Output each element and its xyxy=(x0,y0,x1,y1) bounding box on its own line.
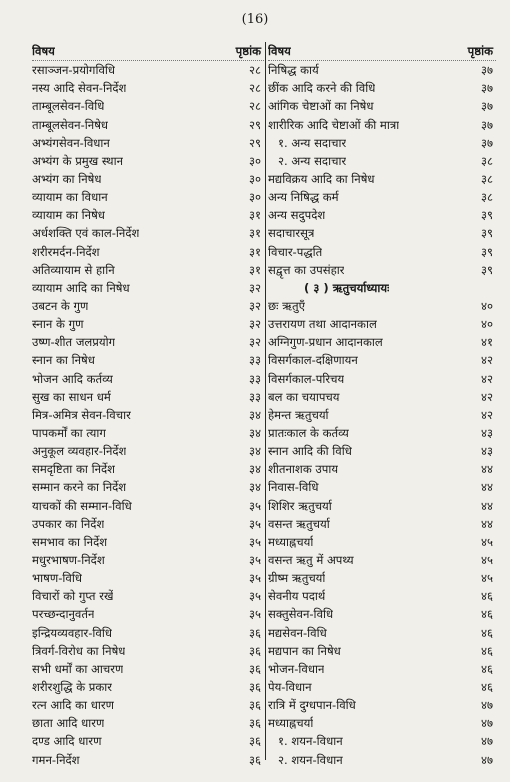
index-entry xyxy=(32,188,264,206)
index-entry xyxy=(32,642,264,660)
index-entry xyxy=(32,551,264,569)
index-entry xyxy=(32,624,264,642)
index-entry xyxy=(268,660,496,678)
index-entry xyxy=(32,315,264,333)
index-entry xyxy=(268,370,496,388)
entry-page-number: ३० xyxy=(248,190,261,205)
index-entry xyxy=(32,732,264,750)
entry-title: दण्ड आदि धारण xyxy=(32,734,102,749)
entry-title: व्यायाम का विधान xyxy=(32,190,108,205)
entry-title: पेय-विधान xyxy=(268,679,312,694)
index-entry xyxy=(32,460,264,478)
entry-title: हेमन्त ऋतुचर्या xyxy=(268,407,329,422)
entry-title: १. अन्य सदाचार xyxy=(278,135,347,150)
entry-page-number: ३५ xyxy=(248,498,261,513)
entry-page-number: ३५ xyxy=(248,571,261,586)
entry-page-number: ४६ xyxy=(480,661,493,676)
entry-page-number: ३६ xyxy=(248,734,261,749)
index-entry xyxy=(268,442,496,460)
entry-title: रत्न आदि का धारण xyxy=(32,698,114,713)
index-entry xyxy=(32,515,264,533)
entry-title: शिशिर ऋतुचर्या xyxy=(268,498,332,513)
entry-title: निवास-विधि xyxy=(268,480,319,495)
index-entry xyxy=(32,206,264,224)
index-entry xyxy=(268,243,496,261)
index-entry xyxy=(268,732,496,750)
entry-title: मद्यविक्रय आदि का निषेध xyxy=(268,172,375,187)
index-entry xyxy=(32,224,264,242)
entry-title: उष्ण-शीत जलप्रयोग xyxy=(32,335,116,350)
index-entry xyxy=(268,424,496,442)
entry-page-number: ४६ xyxy=(480,589,493,604)
page-heading: पृष्ठांक xyxy=(467,44,493,59)
index-entry xyxy=(268,61,496,79)
index-entry xyxy=(32,569,264,587)
entry-page-number: २८ xyxy=(248,63,261,78)
entry-title: स्नान के गुण xyxy=(32,317,84,332)
right-entry-list xyxy=(268,61,496,768)
entry-page-number: ४२ xyxy=(480,389,493,404)
entry-title: रसाञ्जन-प्रयोगविधि xyxy=(32,63,116,78)
entry-title: २. अन्य सदाचार xyxy=(278,153,347,168)
index-entry xyxy=(268,750,496,768)
entry-page-number: ३७ xyxy=(480,63,493,78)
index-entry xyxy=(32,297,264,315)
entry-title: मधुरभाषण-निर्देश xyxy=(32,553,105,567)
right-column xyxy=(268,42,496,769)
entry-page-number: ४५ xyxy=(480,571,493,586)
entry-title: परच्छन्दानुवर्तन xyxy=(32,607,95,622)
entry-title: सम्मान करने का निर्देश xyxy=(32,480,127,495)
entry-title: समदृष्टिता का निर्देश xyxy=(32,462,116,477)
entry-page-number: ३६ xyxy=(248,643,261,658)
entry-page-number: ४५ xyxy=(480,553,493,567)
entry-page-number: ३९ xyxy=(480,262,493,277)
index-entry xyxy=(32,97,264,115)
entry-title: उपकार का निर्देश xyxy=(32,516,105,531)
entry-title: स्नान का निषेध xyxy=(32,353,95,368)
entry-page-number: ३८ xyxy=(480,153,493,168)
entry-title: अन्य सदुपदेश xyxy=(268,208,326,223)
index-entry xyxy=(32,750,264,768)
entry-title: मद्यपान का निषेध xyxy=(268,643,341,658)
index-entry xyxy=(268,116,496,134)
entry-page-number: ४२ xyxy=(480,371,493,386)
entry-title: वसन्त ऋतु में अपथ्य xyxy=(268,553,354,567)
index-entry xyxy=(32,152,264,170)
entry-title: मध्याह्नचर्या xyxy=(268,716,314,731)
index-entry xyxy=(268,170,496,188)
entry-page-number: ४६ xyxy=(480,607,493,622)
entry-title: शारीरिक आदि चेष्टाओं की मात्रा xyxy=(268,117,400,132)
entry-page-number: ३३ xyxy=(248,389,261,404)
index-entry xyxy=(268,224,496,242)
entry-title: याचकों की सम्मान-विधि xyxy=(32,498,132,513)
entry-page-number: ४७ xyxy=(480,752,493,767)
entry-title: अभ्यंग का निषेध xyxy=(32,172,102,187)
left-entry-list xyxy=(32,61,264,768)
entry-title: छः ऋतुएँ xyxy=(268,299,306,314)
entry-page-number: ४२ xyxy=(480,353,493,368)
index-entry xyxy=(32,478,264,496)
left-column-header xyxy=(32,42,264,61)
index-entry xyxy=(32,605,264,623)
entry-title: सक्तुसेवन-विधि xyxy=(268,607,334,622)
entry-page-number: ३६ xyxy=(248,679,261,694)
entry-page-number: ३१ xyxy=(248,208,261,223)
index-entry xyxy=(268,333,496,351)
entry-title: अर्धशक्ति एवं काल-निर्देश xyxy=(32,226,140,241)
index-entry xyxy=(268,515,496,533)
entry-title: सभी धर्मों का आचरण xyxy=(32,661,124,676)
entry-title: छाता आदि धारण xyxy=(32,716,105,731)
index-entry xyxy=(32,333,264,351)
entry-title: विचार-पद्धति xyxy=(268,244,323,259)
index-entry xyxy=(268,351,496,369)
entry-page-number: ३६ xyxy=(248,716,261,731)
index-entry xyxy=(268,642,496,660)
entry-page-number: ३५ xyxy=(248,516,261,531)
entry-title: सेवनीय पदार्थ xyxy=(268,589,326,604)
entry-page-number: ३८ xyxy=(480,190,493,205)
entry-title: छींक आदि करने की विधि xyxy=(268,81,376,96)
entry-page-number: ३७ xyxy=(480,99,493,114)
entry-page-number: ३२ xyxy=(248,335,261,350)
entry-page-number: ४४ xyxy=(480,498,493,513)
entry-page-number: २८ xyxy=(248,81,261,96)
entry-page-number: ३५ xyxy=(248,553,261,567)
column-divider xyxy=(265,42,266,760)
entry-page-number: ३३ xyxy=(248,353,261,368)
entry-title: २. शयन-विधान xyxy=(278,752,343,767)
subject-heading: विषय xyxy=(32,44,55,59)
entry-page-number: ३२ xyxy=(248,299,261,314)
entry-title: इन्द्रियव्यवहार-विधि xyxy=(32,625,112,640)
index-entry xyxy=(268,478,496,496)
entry-page-number: ३१ xyxy=(248,226,261,241)
entry-page-number: ३२ xyxy=(248,317,261,332)
entry-title: अग्निगुण-प्रधान आदानकाल xyxy=(268,335,383,350)
entry-page-number: ४४ xyxy=(480,480,493,495)
entry-title: प्रातःकाल के कर्तव्य xyxy=(268,426,349,441)
index-entry xyxy=(268,388,496,406)
entry-title: स्नान आदि की विधि xyxy=(268,444,352,459)
index-entry xyxy=(268,206,496,224)
entry-page-number: ४० xyxy=(480,317,493,332)
entry-title: आंगिक चेष्टाओं का निषेध xyxy=(268,99,374,114)
index-entry xyxy=(268,152,496,170)
index-entry xyxy=(32,351,264,369)
index-entry xyxy=(32,134,264,152)
entry-title: विसर्गकाल-परिचय xyxy=(268,371,345,386)
entry-title: अभ्यंग के प्रमुख स्थान xyxy=(32,153,124,168)
entry-page-number: ३९ xyxy=(480,208,493,223)
index-entry xyxy=(268,587,496,605)
index-entry xyxy=(268,188,496,206)
index-entry xyxy=(32,261,264,279)
index-entry xyxy=(32,678,264,696)
entry-page-number: ३२ xyxy=(248,280,261,295)
entry-page-number: ३९ xyxy=(480,226,493,241)
entry-page-number: ४७ xyxy=(480,698,493,713)
index-entry xyxy=(268,297,496,315)
index-entry xyxy=(32,442,264,460)
index-entry xyxy=(268,624,496,642)
entry-title: अन्य निषिद्ध कर्म xyxy=(268,190,339,205)
page-heading: पृष्ठांक xyxy=(235,44,261,59)
index-entry xyxy=(32,279,264,297)
index-entry xyxy=(32,170,264,188)
index-entry xyxy=(268,551,496,569)
entry-title: गमन-निर्देश xyxy=(32,752,80,767)
entry-page-number: ३४ xyxy=(248,480,261,495)
entry-title: व्यायाम का निषेध xyxy=(32,208,105,223)
entry-title: रात्रि में दुग्धपान-विधि xyxy=(268,698,356,713)
entry-page-number: ३० xyxy=(248,172,261,187)
entry-page-number: ३८ xyxy=(480,172,493,187)
index-entry xyxy=(268,261,496,279)
entry-page-number: ३६ xyxy=(248,625,261,640)
index-entry xyxy=(32,660,264,678)
index-entry xyxy=(268,97,496,115)
entry-page-number: २९ xyxy=(248,117,261,132)
entry-title: नस्य आदि सेवन-निर्देश xyxy=(32,81,127,96)
entry-title: उबटन के गुण xyxy=(32,299,89,314)
entry-page-number: ३४ xyxy=(248,462,261,477)
entry-title: सुख का साधन धर्म xyxy=(32,389,111,404)
entry-page-number: ३५ xyxy=(248,607,261,622)
entry-page-number: ३४ xyxy=(248,444,261,459)
index-entry xyxy=(268,569,496,587)
entry-title: ( ३ ) ऋतुचर्याध्यायः xyxy=(304,280,390,295)
entry-page-number: ४७ xyxy=(480,716,493,731)
index-entry xyxy=(32,388,264,406)
index-entry xyxy=(268,533,496,551)
entry-page-number: ३६ xyxy=(248,661,261,676)
entry-page-number: २८ xyxy=(248,99,261,114)
entry-page-number: ३१ xyxy=(248,262,261,277)
entry-title: भोजन-विधान xyxy=(268,661,325,676)
index-entry xyxy=(268,460,496,478)
index-entry xyxy=(32,116,264,134)
entry-page-number: ३० xyxy=(248,153,261,168)
entry-title: शरीरमर्दन-निर्देश xyxy=(32,244,100,259)
index-entry xyxy=(32,406,264,424)
entry-title: त्रिवर्ग-विरोध का निषेध xyxy=(32,643,126,658)
index-entry xyxy=(32,587,264,605)
entry-title: विसर्गकाल-दक्षिणायन xyxy=(268,353,358,368)
entry-title: व्यायाम आदि का निषेध xyxy=(32,280,130,295)
entry-page-number: ४७ xyxy=(480,734,493,749)
subject-heading: विषय xyxy=(268,44,291,59)
entry-page-number: ३५ xyxy=(248,534,261,549)
index-entry xyxy=(268,605,496,623)
entry-page-number: ४४ xyxy=(480,462,493,477)
entry-page-number: ४५ xyxy=(480,534,493,549)
entry-title: भोजन आदि कर्तव्य xyxy=(32,371,113,386)
entry-title: ग्रीष्म ऋतुचर्या xyxy=(268,571,326,586)
index-entry xyxy=(32,424,264,442)
index-entry xyxy=(32,714,264,732)
entry-title: पापकर्मों का त्याग xyxy=(32,426,106,441)
index-entry xyxy=(268,134,496,152)
entry-page-number: ३७ xyxy=(480,135,493,150)
index-entry xyxy=(32,497,264,515)
index-entry xyxy=(268,315,496,333)
entry-page-number: ४६ xyxy=(480,643,493,658)
entry-page-number: ४० xyxy=(480,299,493,314)
entry-page-number: २९ xyxy=(248,135,261,150)
section-heading xyxy=(268,279,496,297)
entry-title: वसन्त ऋतुचर्या xyxy=(268,516,330,531)
entry-page-number: ३५ xyxy=(248,589,261,604)
entry-page-number: ३७ xyxy=(480,117,493,132)
entry-title: अभ्यंगसेवन-विधान xyxy=(32,135,110,150)
entry-page-number: ३३ xyxy=(248,371,261,386)
entry-title: १. शयन-विधान xyxy=(278,734,343,749)
entry-title: शीतनाशक उपाय xyxy=(268,462,339,477)
entry-page-number: ३१ xyxy=(248,244,261,259)
entry-page-number: ३७ xyxy=(480,81,493,96)
page-number: (16) xyxy=(241,12,269,27)
entry-title: मध्याह्नचर्या xyxy=(268,534,314,549)
entry-page-number: ४६ xyxy=(480,679,493,694)
entry-page-number: ४३ xyxy=(480,426,493,441)
index-entry xyxy=(32,370,264,388)
entry-page-number: ४२ xyxy=(480,407,493,422)
entry-page-number: ४४ xyxy=(480,516,493,531)
entry-page-number: ४६ xyxy=(480,625,493,640)
index-entry xyxy=(268,406,496,424)
index-entry xyxy=(32,533,264,551)
entry-page-number: ३६ xyxy=(248,698,261,713)
entry-title: निषिद्ध कार्य xyxy=(268,63,319,78)
index-entry xyxy=(32,696,264,714)
entry-page-number: ४१ xyxy=(480,335,493,350)
entry-title: मित्र-अमित्र सेवन-विचार xyxy=(32,407,131,422)
entry-title: उत्तरायण तथा आदानकाल xyxy=(268,317,377,332)
entry-page-number: ३४ xyxy=(248,407,261,422)
entry-title: अनुकूल व्यवहार-निर्देश xyxy=(32,444,127,459)
entry-title: समभाव का निर्देश xyxy=(32,534,108,549)
index-entry xyxy=(268,678,496,696)
right-column-header xyxy=(268,42,496,61)
index-entry xyxy=(32,79,264,97)
index-entry xyxy=(268,497,496,515)
entry-page-number: ३६ xyxy=(248,752,261,767)
left-column xyxy=(32,42,264,769)
entry-title: भाषण-विधि xyxy=(32,571,83,586)
entry-title: बल का चयापचय xyxy=(268,389,340,404)
index-entry xyxy=(268,714,496,732)
entry-title: विचारों को गुप्त रखें xyxy=(32,589,114,604)
entry-title: ताम्बूलसेवन-निषेध xyxy=(32,117,109,132)
entry-title: अतिव्यायाम से हानि xyxy=(32,262,115,277)
index-entry xyxy=(32,61,264,79)
entry-title: सद्वृत्त का उपसंहार xyxy=(268,262,345,277)
entry-page-number: ४३ xyxy=(480,444,493,459)
entry-title: ताम्बूलसेवन-विधि xyxy=(32,99,105,114)
index-entry xyxy=(268,79,496,97)
entry-title: मद्यसेवन-विधि xyxy=(268,625,327,640)
entry-title: सदाचारसूत्र xyxy=(268,226,315,241)
index-entry xyxy=(32,243,264,261)
entry-page-number: ३९ xyxy=(480,244,493,259)
entry-page-number: ३४ xyxy=(248,426,261,441)
index-entry xyxy=(268,696,496,714)
entry-title: शरीरशुद्धि के प्रकार xyxy=(32,679,113,694)
